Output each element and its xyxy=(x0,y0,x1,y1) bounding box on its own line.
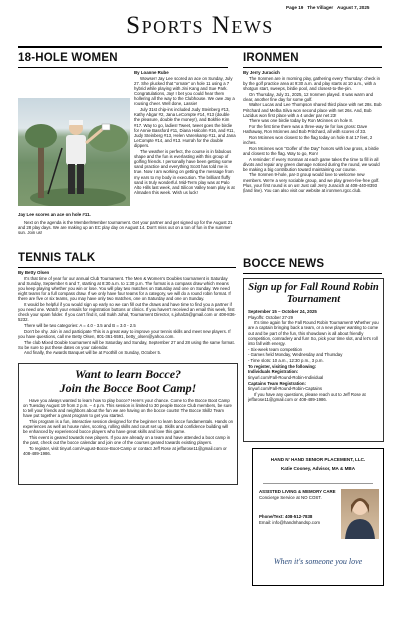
article-18-hole-top xyxy=(134,70,236,218)
paragraph: The club Mixed Double tournament will be Saturday and Sunday, September 27 and 28 using the same format. So be sure to put these dates on your calendar. xyxy=(18,339,235,350)
bootcamp-title-line1: Want to learn Bocce? xyxy=(74,367,182,381)
paragraph: On Thursday, July 31, 2025, 12 Ironmen played. It was warm and clear, another fine day for some golf. xyxy=(243,91,374,102)
masthead-title: Sports News xyxy=(126,12,274,39)
bocce-signup-text xyxy=(248,309,379,437)
paragraph: Ron Mcinnes won closest to the flag today on hole 8 at 17 feet, 2 inches. xyxy=(243,134,373,146)
paragraph: There will be two categories: A = 4.0 - 3.5 and B = 3.0 - 2.5 xyxy=(24,323,136,329)
ad-details xyxy=(259,489,339,525)
paragraph: Wowser! Jay Lee scored an ace on Sunday, July 27. She plucked that "ornate" on hole 11 using a 7 hybrid while playing with Jini Kang and Sue Park. Congratulations, Jay! I bet you could hear them hollering all the way to the Clubhouse. We owe Jay a rousing cheer. Well done, Lassie! xyxy=(134,75,235,107)
byline: By Loanne Rube xyxy=(134,70,169,75)
advisor-portrait-illustration xyxy=(341,489,379,539)
bootcamp-title-line2: Join the Bocce Boot Camp! xyxy=(59,381,197,395)
paragraph: If you have any questions, please reach out to Jeff Rose at jeffarose11@gmail.com or 408-489-1986. xyxy=(248,391,366,402)
paragraph: This event is geared towards new players. If you are already on a team and have attended a boot camp in the past, check out the bocce calendar and join one of the courses geared towards existing players. xyxy=(23,435,231,446)
advisor-portrait xyxy=(341,489,379,539)
individual-label: Individuals Registration: xyxy=(248,369,299,375)
paragraph: It would be helpful if you would sign up early so we can fill out the draws and have time to find you a partner if you need one. Watch your emails for registration buttons or clinics. If you haven't received an email this week, first check your spam folder. If you can't find it, call Sukh Johal, Tournament Director, s.johal15@gmail.com or 408-836-5232. xyxy=(18,301,236,323)
golfer-photo-illustration xyxy=(18,98,130,206)
golfer-photo xyxy=(18,98,130,206)
captains-link[interactable]: tinyurl.com/Fall-Round-Robin-Captains xyxy=(248,386,323,392)
bocce-signup-box xyxy=(243,278,384,442)
ad-tagline: When it's someone you love xyxy=(273,557,363,566)
issue-date: August 7, 2025 xyxy=(337,5,370,10)
section-heading-bocce-news: BOCCE NEWS xyxy=(243,258,325,270)
paragraph: Don't be shy. Join in and participate This is a great way to improve your tennis skills and meet new players. If you have questions, call me Betty Olsen, 801-361-5591, betty_olsen@yahoo.com. xyxy=(18,328,231,339)
bullet: - Time slots: 10 a.m., 12:30 p.m., 3 p.m. xyxy=(248,357,324,363)
section-heading-tennis-talk: TENNIS TALK xyxy=(18,252,96,264)
tournament-dates: September 15 – October 24, 2025 xyxy=(248,309,317,314)
publication-name: The Villager xyxy=(307,5,334,10)
paragraph: To register, visit tinyurl.com/August-Bocce-Boot-Camp or contact Jeff Rose at jeffarose11@gmail.com or 408-489-1986. xyxy=(23,445,227,457)
bullet: - Six-week team competition xyxy=(248,346,302,352)
captains-label: Captains Team Registration: xyxy=(248,380,306,386)
page-number: Page 19 xyxy=(286,5,304,10)
byline: By Jerry Juracich xyxy=(243,70,280,75)
paragraph: Ron Mcinnes won "Golfer of the Day" honors with low gross, a birdie and closest to the flag. Way to go, Ron! xyxy=(243,145,379,156)
masthead-rule xyxy=(18,46,382,48)
section-rule xyxy=(18,267,236,268)
section-rule xyxy=(243,67,382,68)
paragraph: A reminder: If every Ironman at each game takes the time to fill in all divots and repair any green damage noticed during the round, we would be making a big contribution toward maintaining our course. xyxy=(243,156,380,172)
article-tennis xyxy=(18,270,236,358)
paragraph: It's time again for the Fall Round Robin Tournament! Whether you are a captain bringing back a team, or a new player wanting to come out and be part of the fun, this showdown is all about friendly competition, comradery and fun! So, pick your time slot, and let's roll into fall with energy. xyxy=(248,320,379,346)
section-heading-ironmen: IRONMEN xyxy=(243,52,299,64)
bootcamp-text xyxy=(23,398,233,482)
article-18-hole-bottom xyxy=(18,220,236,248)
individual-link[interactable]: tinyurl.com/Fall-Round-Robin-Individual xyxy=(248,374,324,380)
article-ironmen xyxy=(243,70,382,254)
section-rule xyxy=(243,273,382,274)
signup-title: Sign up for Fall Round Robin Tournament xyxy=(248,282,379,305)
ad-service-sub: Concierge Service at NO COST. xyxy=(259,494,322,500)
paragraph: The weather is perfect, the course is in fabulous shape and the fun is everlasting with this group of golfing friends. I personally have been getting some sand practice and everything Scott has told me is true. Now I am working on getting the message from my ears to my body in execution. The brilliant fluffy sand is truly wonderful. Mid-Term play was at Palo Alto Hills last week, and Silicon Valley team play is at Almaden this week. Wish us luck! xyxy=(134,148,235,196)
paragraph: And finally, the Awards Banquet will be at Foothill on Sunday, October 5. xyxy=(24,350,162,356)
page-header xyxy=(286,5,369,10)
paragraph: Have you always wanted to learn how to play bocce? Here's your chance. Come to the Bocce Boot Camp on Tuesday August 19 from 2 p.m. – 4 p.m. This session is limited to 30 people Bocce Club members, be sure to tell your friends and neighbors about the fun we are having on the bocce courts! The Bocce Skillz Team have put together a great program to get you started. xyxy=(23,398,232,419)
ad-divider xyxy=(263,483,373,484)
register-label: To register, visiting the following: xyxy=(248,363,317,369)
playoff-dates: Playoffs: October 27-29 xyxy=(248,314,294,320)
paragraph: The Ironmen 9-hole, par-3 group would love to welcome new members. We're a very sociable group, and we play green-fee-free golf. Plus, your first round is on us! Just call Jerry Juracich at 408-440-8393 (land line). You can also visit our website at ironmen.rgcc.club. xyxy=(243,172,380,193)
paragraph: Next on the agenda is the Member/Member tournament. Get your partner and get signed up for the August 21 and 28 play days. We are making up an EC play day on August 14. Don't miss out on a ton of fun in the summer sun. Join us! xyxy=(18,220,233,236)
ad-email[interactable]: Email: info@handnhandsp.com xyxy=(259,519,321,525)
byline: By Betty Olsen xyxy=(18,270,50,275)
section-rule xyxy=(18,67,228,68)
paragraph: Walter Lucas and Lee Thompson shared third place with net 28s. Bob Pritchard and Melba Silva won second place with net 26s. And, Bob Lazidus won first place with a 4 under par net 23! xyxy=(243,102,382,118)
paragraph: There was one birdie today by Ron Mcinnes on hole 8. xyxy=(249,118,353,124)
section-heading-18-hole-women: 18-HOLE WOMEN xyxy=(18,52,118,64)
bootcamp-box xyxy=(18,363,238,485)
paragraph: It's that time of year for our annual Club Tournament. The Men & Women's Doubles tournament is Saturday and Sunday, September 6 and 7, starting at 8:30 a.m. to 1:30 p.m. The format is a compass draw which means you keep playing whether you win or lose. You will play two matches on Saturday and one on Sunday. We need eight teams for a full compass draw. If we only have four teams for a category, we will do a round robin format. If there are five or six teams, you may have only two matches, one on Saturday and one on Sunday. xyxy=(18,275,231,302)
ad-phone[interactable]: Phone/Text: 408-512-7838 xyxy=(259,514,313,520)
photo-caption: Jay Lee scores an ace on hole #11. xyxy=(18,212,91,217)
senior-placement-ad xyxy=(252,448,384,586)
ad-service: ASSISTED LIVING & MEMORY CARE xyxy=(259,489,336,494)
ad-company: HAND N' HAND SENIOR PLACEMENT, LLC. xyxy=(270,457,366,462)
ad-owner: Katie Cooney, Advisor, MA & MBA xyxy=(280,466,356,471)
paragraph: July 31st chip-ins included Judy Steinberg #13, Kathy Abgar #2, Jana LeCompte #14, #13 (double the pleasure, double the money!), and Bokhle Kim #17. Way to go, ladies! Tweet, tweet goes the birdie for Annie Bassford #11, Diana Halcolm #16, and #11, Judy Steinberg #13, Helen Varenkamp #11, and Jana LeCompte #14, and #13. Hurrah for the double dippers. xyxy=(134,107,236,149)
bullet: - Games held Monday, Wednesday and Thursday xyxy=(248,352,343,358)
paragraph: The Ironmen are in morning play, gathering every Thursday: check in by the golf practice area at 9:30 a.m. and play starts at 10 a.m., with a shotgun start, sweeps, birdie pool, and closest-to-the-pin. xyxy=(243,75,380,91)
paragraph: This program is a fun, interactive session designed for the beginner to learn bocce fundamentals. Hands on experiences as well as house rules, scoring, rolling skills and court set up. Skills and confidence building will be enhanced by experienced bocce players who have great skills and love this game. xyxy=(23,419,233,435)
paragraph: For the first time there was a three-way tie for low gross: Dave Hathaway, Ron Mcinnes and Bob Pritchard, all with scores of 33. xyxy=(243,124,368,135)
